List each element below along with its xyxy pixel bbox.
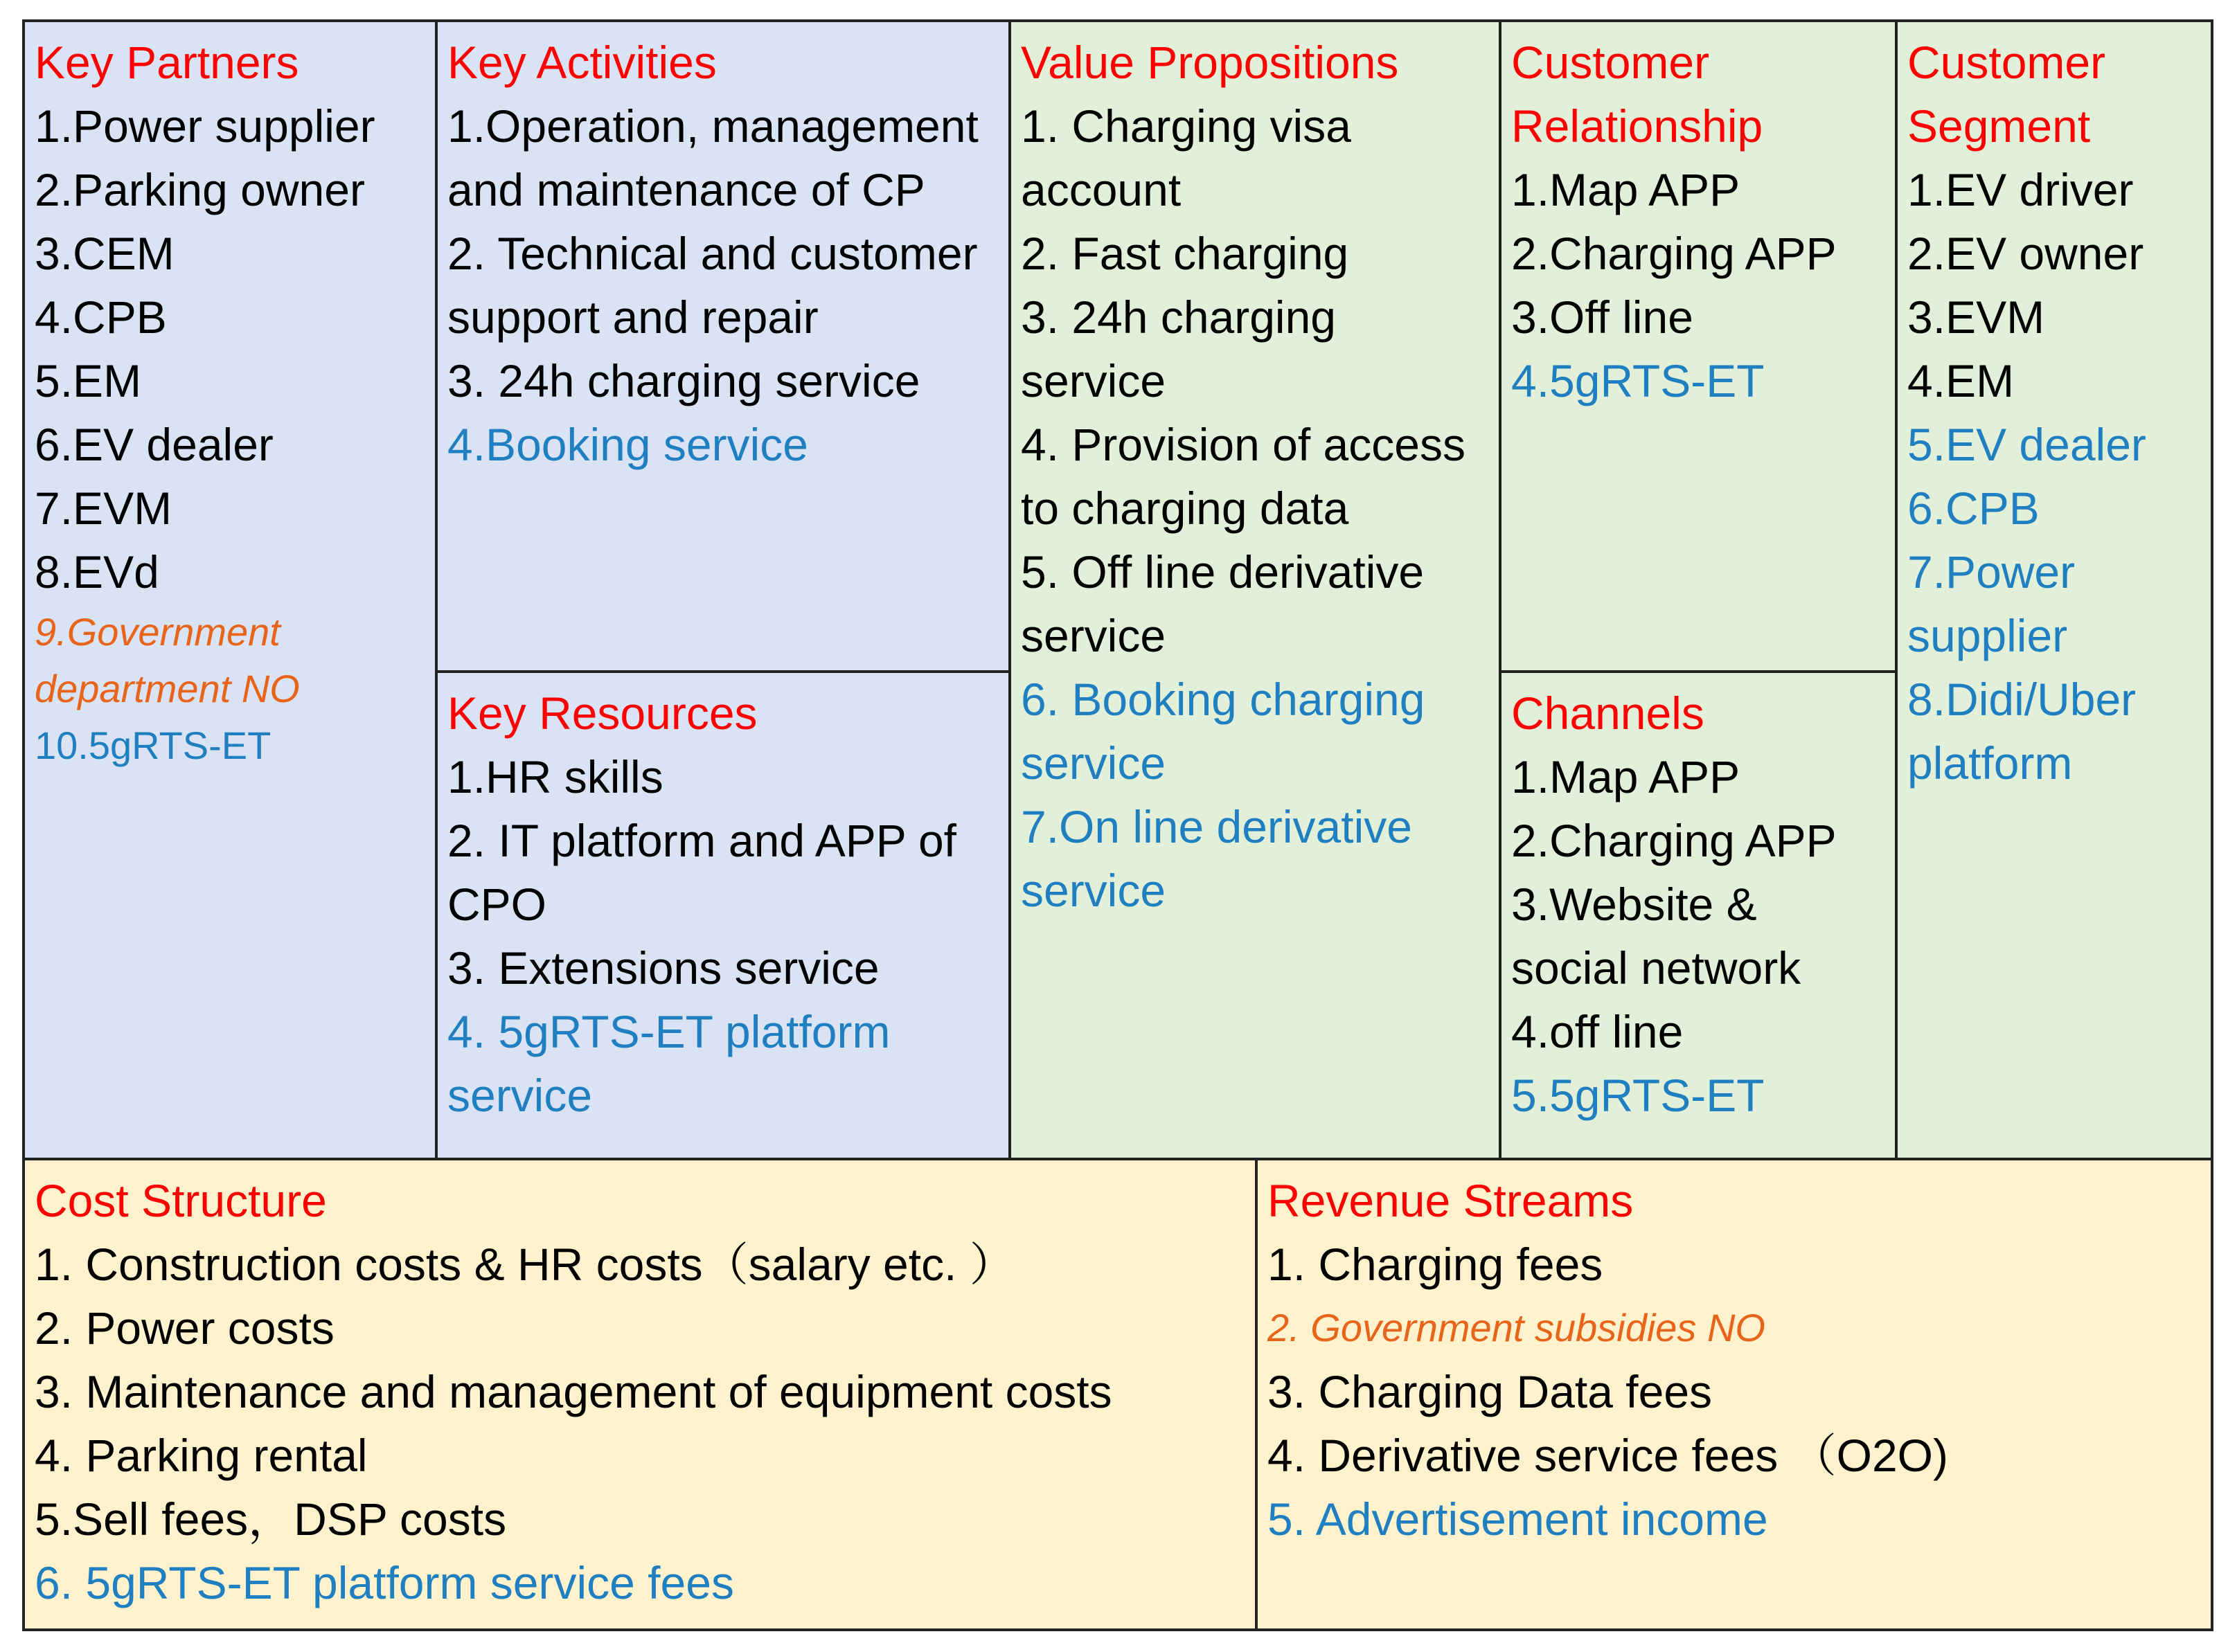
channels-title: Channels [1511,688,1704,739]
customer-segment-list [1907,158,2201,795]
value-propositions-title: Value Propositions [1021,37,1399,88]
key-resources-title: Key Resources [447,688,758,739]
revenue-streams-title: Revenue Streams [1267,1175,1634,1226]
channels-item: 2.Charging APP [1511,815,1837,866]
revenue-streams-item: 1. Charging fees [1267,1239,1603,1290]
value-propositions-item: 4. Provision of access to charging data [1021,419,1479,534]
key-activities-item: 4.Booking service [447,419,808,470]
cost-structure-title: Cost Structure [35,1175,327,1226]
customer-relationship-title: Customer Relationship [1511,37,1763,152]
key-partners-item: 6.EV dealer [35,419,274,470]
customer-segment-title: Customer Segment [1907,37,2119,152]
customer-relationship-block [1499,19,1898,673]
customer-segment-item: 6.CPB [1907,483,2040,534]
key-partners-item: 10.5gRTS-ET [35,724,271,767]
value-propositions-item: 7.On line derivative service [1021,801,1425,916]
key-resources-item: 2. IT platform and APP of CPO [447,815,970,930]
value-propositions-item: 3. 24h charging service [1021,291,1349,406]
channels-item: 4.off line [1511,1006,1684,1057]
customer-relationship-list [1511,158,1885,413]
key-resources-list [447,745,999,1127]
key-partners-item: 5.EM [35,355,142,406]
key-partners-item: 7.EVM [35,483,172,534]
cost-structure-item: 6. 5gRTS-ET platform service fees [35,1557,734,1608]
cost-structure-item: 1. Construction costs & HR costs（salary etc. ） [35,1239,1015,1290]
key-activities-title: Key Activities [447,37,717,88]
key-activities-block [435,19,1011,673]
customer-relationship-item: 2.Charging APP [1511,228,1837,279]
value-propositions-block [1008,19,1501,1160]
key-partners-item: 3.CEM [35,228,175,279]
key-partners-item: 4.CPB [35,291,167,343]
revenue-streams-item: 4. Derivative service fees （O2O) [1267,1430,1948,1481]
revenue-streams-item: 2. Government subsidies NO [1267,1306,1765,1349]
key-activities-item: 3. 24h charging service [447,355,920,406]
key-partners-list [35,94,425,774]
channels-item: 5.5gRTS-ET [1511,1070,1765,1121]
customer-segment-item: 1.EV driver [1907,164,2134,215]
key-activities-item: 1.Operation, management and maintenance of CP [447,100,992,215]
channels-list [1511,745,1885,1127]
key-activities-list [447,94,999,476]
key-partners-title: Key Partners [35,37,299,88]
key-resources-item: 1.HR skills [447,751,663,802]
revenue-streams-item: 5. Advertisement income [1267,1493,1768,1545]
customer-relationship-item: 3.Off line [1511,291,1693,343]
key-activities-item: 2. Technical and customer support and repair [447,228,990,343]
key-partners-item: 1.Power supplier [35,100,375,152]
key-partners-item: 2.Parking owner [35,164,365,215]
key-partners-item: 8.EVd [35,546,159,598]
customer-segment-item: 5.EV dealer [1907,419,2146,470]
customer-segment-item: 3.EVM [1907,291,2045,343]
customer-segment-item: 2.EV owner [1907,228,2144,279]
value-propositions-item: 5. Off line derivative service [1021,546,1437,661]
channels-item: 3.Website & social network [1511,879,1801,994]
customer-relationship-item: 1.Map APP [1511,164,1740,215]
key-resources-block [435,670,1011,1160]
customer-segment-item: 7.Power supplier [1907,546,2088,661]
key-resources-item: 3. Extensions service [447,942,880,994]
revenue-streams-list [1267,1232,2201,1551]
value-propositions-item: 1. Charging visa account [1021,100,1364,215]
channels-block [1499,670,1898,1160]
revenue-streams-block [1255,1158,2213,1631]
cost-structure-item: 3. Maintenance and management of equipment costs [35,1366,1112,1417]
key-resources-item: 4. 5gRTS-ET platform service [447,1006,903,1121]
channels-item: 1.Map APP [1511,751,1740,802]
value-propositions-item: 6. Booking charging service [1021,674,1438,789]
customer-segment-block [1895,19,2213,1160]
key-partners-item: 9.Government department NO [35,610,300,710]
cost-structure-item: 5.Sell fees，DSP costs [35,1493,507,1545]
revenue-streams-item: 3. Charging Data fees [1267,1366,1713,1417]
key-partners-block [22,19,438,1160]
customer-relationship-item: 4.5gRTS-ET [1511,355,1765,406]
cost-structure-block [22,1158,1258,1631]
cost-structure-item: 2. Power costs [35,1302,335,1354]
customer-segment-item: 4.EM [1907,355,2015,406]
cost-structure-item: 4. Parking rental [35,1430,368,1481]
customer-segment-item: 8.Didi/Uber platform [1907,674,2149,789]
value-propositions-item: 2. Fast charging [1021,228,1349,279]
cost-structure-list [35,1232,1245,1615]
value-propositions-list [1021,94,1489,922]
